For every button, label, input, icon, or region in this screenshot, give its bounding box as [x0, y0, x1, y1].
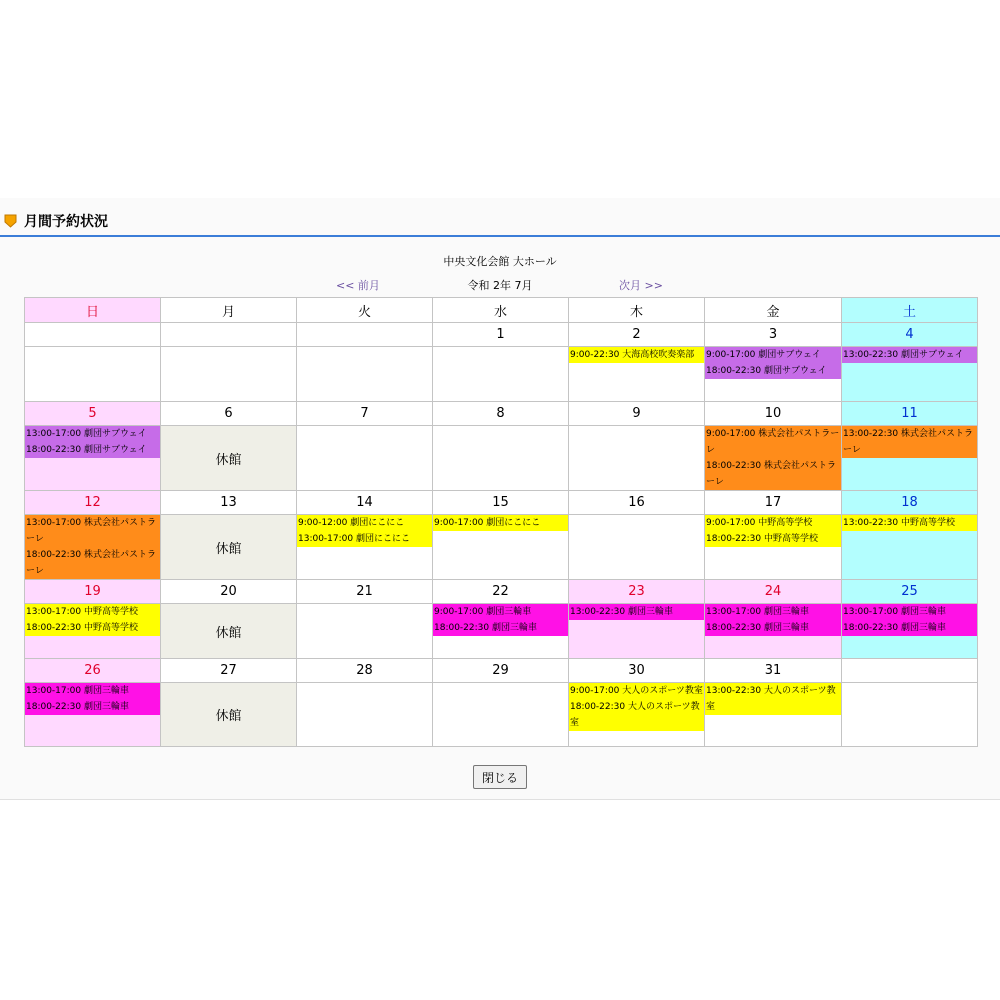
day-events-cell [569, 683, 705, 747]
day-number: 8 [433, 402, 569, 426]
day-number: 22 [433, 580, 569, 604]
day-number: 19 [25, 580, 161, 604]
day-number: 24 [705, 580, 842, 604]
reservation-entry[interactable]: 9:00-12:00 劇団にこにこ [297, 515, 432, 531]
reservation-entry[interactable]: 13:00-22:30 大人のスポーツ教室 [705, 683, 841, 715]
day-events-cell [569, 426, 705, 491]
closed-label: 休館 [215, 709, 242, 724]
reservation-entry[interactable]: 18:00-22:30 劇団三輪車 [705, 620, 841, 636]
next-month-link[interactable]: 次月 >> [619, 279, 663, 292]
day-number: 23 [569, 580, 705, 604]
reservation-entry[interactable]: 18:00-22:30 劇団三輪車 [842, 620, 977, 636]
day-number: 9 [569, 402, 705, 426]
reservation-entry[interactable]: 9:00-22:30 大海高校吹奏楽部 [569, 347, 704, 363]
reservation-entry[interactable]: 13:00-17:00 中野高等学校 [25, 604, 160, 620]
reservation-entry[interactable]: 9:00-17:00 株式会社パストラーレ [705, 426, 841, 458]
reservation-entry[interactable]: 18:00-22:30 株式会社パストラーレ [705, 458, 841, 490]
day-events-cell [297, 604, 433, 659]
day-number: 26 [25, 659, 161, 683]
day-events-cell [569, 347, 705, 402]
reservation-entry[interactable]: 13:00-17:00 株式会社パストラーレ [25, 515, 160, 547]
day-number: 10 [705, 402, 842, 426]
reservation-entry[interactable]: 18:00-22:30 株式会社パストラーレ [25, 547, 160, 579]
reservation-entry[interactable]: 13:00-17:00 劇団三輪車 [842, 604, 977, 620]
day-number [842, 659, 978, 683]
calendar-table [24, 297, 978, 747]
day-events-cell [569, 604, 705, 659]
day-events-cell [297, 347, 433, 402]
reservation-entry[interactable]: 18:00-22:30 中野高等学校 [705, 531, 841, 547]
day-number: 7 [297, 402, 433, 426]
day-events-cell [25, 604, 161, 659]
reservation-entry[interactable]: 18:00-22:30 劇団サブウェイ [705, 363, 841, 379]
day-number: 11 [842, 402, 978, 426]
weekday-tue: 火 [297, 298, 433, 323]
reservation-entry[interactable]: 13:00-22:30 劇団サブウェイ [842, 347, 977, 363]
reservation-entry[interactable]: 18:00-22:30 劇団三輪車 [25, 699, 160, 715]
day-events-cell [433, 347, 569, 402]
day-events-cell [433, 683, 569, 747]
reservation-entry[interactable]: 18:00-22:30 劇団三輪車 [433, 620, 568, 636]
day-number: 31 [705, 659, 842, 683]
events-row [25, 604, 978, 659]
events-row [25, 683, 978, 747]
closed-label: 休館 [215, 625, 242, 641]
date-row [25, 580, 978, 604]
day-events-cell [705, 683, 842, 747]
closed-label: 休館 [215, 541, 242, 557]
day-number: 17 [705, 491, 842, 515]
day-events-cell [705, 347, 842, 402]
weekday-wed: 水 [433, 298, 569, 323]
day-number: 4 [842, 323, 978, 347]
closed-day-cell [161, 683, 297, 747]
day-number: 27 [161, 659, 297, 683]
day-events-cell [297, 426, 433, 491]
day-number: 29 [433, 659, 569, 683]
day-events-cell [569, 515, 705, 580]
events-row [25, 426, 978, 491]
current-month: 令和 2年 7月 [467, 279, 533, 292]
reservation-entry[interactable]: 18:00-22:30 大人のスポーツ教室 [569, 699, 704, 731]
day-events-cell [842, 347, 978, 402]
weekday-sun: 日 [25, 298, 161, 323]
page-title: 月間予約状況 [24, 214, 108, 230]
weekday-fri: 金 [705, 298, 842, 323]
weekday-mon: 月 [161, 298, 297, 323]
day-events-cell [842, 604, 978, 659]
day-number: 2 [569, 323, 705, 347]
weekday-header-row [25, 298, 978, 323]
day-number: 20 [161, 580, 297, 604]
day-events-cell [705, 515, 842, 580]
closed-day-cell [161, 515, 297, 580]
day-events-cell [161, 347, 297, 402]
day-events-cell [25, 683, 161, 747]
weekday-sat: 土 [842, 298, 978, 323]
date-row [25, 323, 978, 347]
day-number: 1 [433, 323, 569, 347]
day-number: 16 [569, 491, 705, 515]
down-arrow-icon [4, 214, 17, 228]
day-events-cell [297, 683, 433, 747]
date-row [25, 659, 978, 683]
day-number: 18 [842, 491, 978, 515]
reservation-entry[interactable]: 13:00-22:30 株式会社パストラーレ [842, 426, 977, 458]
day-number: 13 [161, 491, 297, 515]
closed-day-cell [161, 604, 297, 659]
day-events-cell [25, 426, 161, 491]
reservation-entry[interactable]: 18:00-22:30 劇団サブウェイ [25, 442, 160, 458]
panel-header [0, 198, 1000, 237]
day-events-cell [705, 604, 842, 659]
day-number: 15 [433, 491, 569, 515]
reservation-entry[interactable]: 9:00-17:00 劇団サブウェイ [705, 347, 841, 363]
day-number: 3 [705, 323, 842, 347]
reservation-entry[interactable]: 9:00-17:00 大人のスポーツ教室 [569, 683, 704, 699]
venue-name: 中央文化会館 大ホール [443, 255, 557, 268]
day-events-cell [433, 515, 569, 580]
reservation-entry[interactable]: 9:00-17:00 劇団にこにこ [433, 515, 568, 531]
events-row [25, 347, 978, 402]
date-row [25, 402, 978, 426]
day-number [297, 323, 433, 347]
reservation-entry[interactable]: 9:00-17:00 中野高等学校 [705, 515, 841, 531]
reservation-entry[interactable]: 18:00-22:30 中野高等学校 [25, 620, 160, 636]
reservation-entry[interactable]: 13:00-17:00 劇団サブウェイ [25, 426, 160, 442]
day-events-cell [25, 515, 161, 580]
weekday-thu: 木 [569, 298, 705, 323]
day-number: 25 [842, 580, 978, 604]
day-number: 14 [297, 491, 433, 515]
close-button[interactable]: 閉じる [473, 765, 527, 789]
day-events-cell [842, 515, 978, 580]
day-events-cell [433, 426, 569, 491]
reservation-entry[interactable]: 13:00-17:00 劇団三輪車 [705, 604, 841, 620]
reservation-entry[interactable]: 13:00-17:00 劇団にこにこ [297, 531, 432, 547]
date-row [25, 491, 978, 515]
closed-label: 休館 [215, 452, 242, 468]
day-events-cell [842, 426, 978, 491]
reservation-entry[interactable]: 13:00-22:30 劇団三輪車 [569, 604, 704, 620]
day-number: 30 [569, 659, 705, 683]
day-number [25, 323, 161, 347]
day-events-cell [705, 426, 842, 491]
day-number: 5 [25, 402, 161, 426]
monthly-reservation-panel [0, 198, 1000, 800]
day-number: 6 [161, 402, 297, 426]
day-events-cell [25, 347, 161, 402]
reservation-entry[interactable]: 13:00-22:30 中野高等学校 [842, 515, 977, 531]
day-number: 12 [25, 491, 161, 515]
prev-month-link[interactable]: << 前月 [336, 279, 380, 292]
day-number: 21 [297, 580, 433, 604]
day-number: 28 [297, 659, 433, 683]
reservation-entry[interactable]: 13:00-17:00 劇団三輪車 [25, 683, 160, 699]
day-number [161, 323, 297, 347]
day-events-cell [297, 515, 433, 580]
closed-day-cell [161, 426, 297, 491]
reservation-entry[interactable]: 9:00-17:00 劇団三輪車 [433, 604, 568, 620]
day-events-cell [842, 683, 978, 747]
events-row [25, 515, 978, 580]
day-events-cell [433, 604, 569, 659]
